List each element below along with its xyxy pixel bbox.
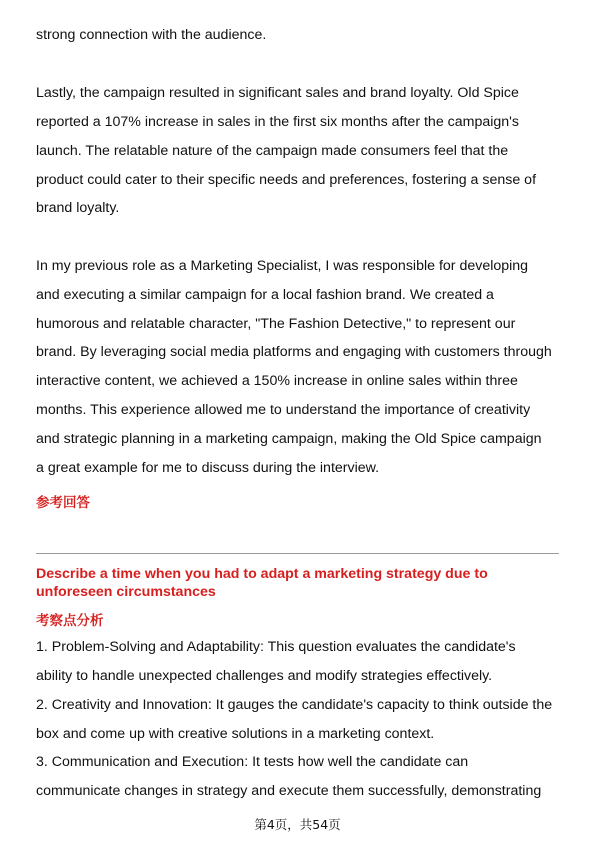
analysis-heading: 考察点分析 [36,613,104,629]
reference-answer-heading: 参考回答 [36,495,90,511]
analysis-line: box and come up with creative solutions in a marketing context. [36,726,435,742]
paragraph-line: In my previous role as a Marketing Specialist, I was responsible for developing [36,258,529,274]
paragraph-line: reported a 107% increase in sales in the first six months after the campaign's [36,114,519,130]
question-line: unforeseen circumstances [36,584,216,600]
page-number-footer: 第4页，共54页 [254,817,341,832]
paragraph-line: and executing a similar campaign for a local fashion brand. We created a [36,287,494,303]
paragraph-line: launch. The relatable nature of the campaign made consumers feel that the [36,143,509,159]
paragraph-line: brand. By leveraging social media platforms and engaging with customers through [36,344,552,360]
paragraph-line: a great example for me to discuss during the interview. [36,460,380,476]
intro-tail-text: strong connection with the audience. [36,27,267,43]
paragraph-line: Lastly, the campaign resulted in significant sales and brand loyalty. Old Spice [36,85,519,101]
paragraph-line: product could cater to their specific needs and preferences, fostering a sense of [36,172,537,188]
paragraph-line: months. This experience allowed me to understand the importance of creativity [36,402,531,418]
question-line: Describe a time when you had to adapt a marketing strategy due to [36,566,488,582]
paragraph-line: humorous and relatable character, "The Fashion Detective," to represent our [36,316,516,332]
paragraph-line: interactive content, we achieved a 150% increase in online sales within three [36,373,518,389]
analysis-line: 2. Creativity and Innovation: It gauges the candidate's capacity to think outside the [36,697,553,713]
section-divider [36,553,559,554]
analysis-line: ability to handle unexpected challenges and modify strategies effectively. [36,668,493,684]
analysis-line: 3. Communication and Execution: It tests how well the candidate can [36,754,469,770]
paragraph-line: and strategic planning in a marketing campaign, making the Old Spice campaign [36,431,542,447]
analysis-line: 1. Problem-Solving and Adaptability: This question evaluates the candidate's [36,639,516,655]
analysis-line: communicate changes in strategy and execute them successfully, demonstrating [36,783,542,799]
paragraph-line: brand loyalty. [36,200,120,216]
